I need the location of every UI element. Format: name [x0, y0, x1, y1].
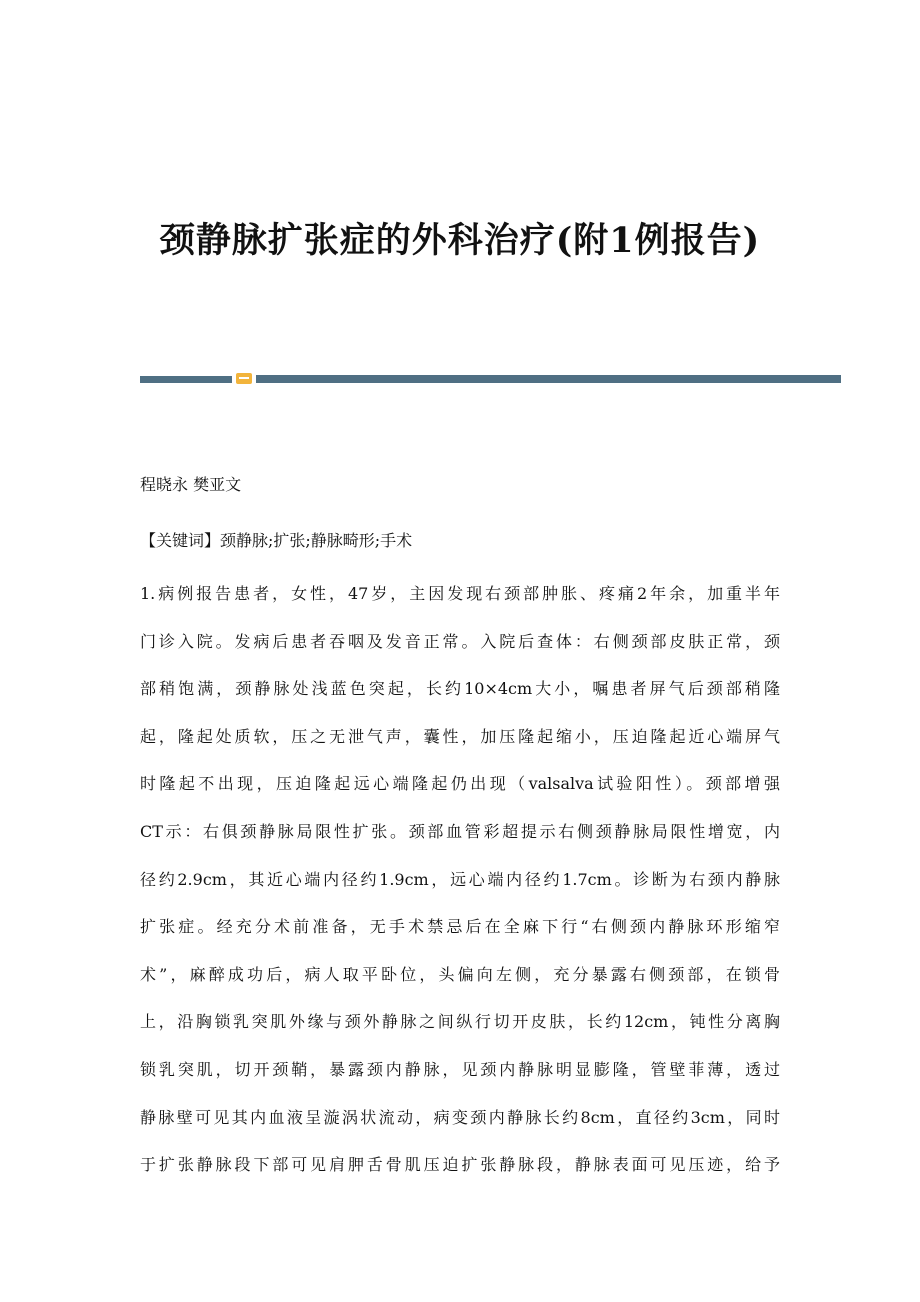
- body-line: 于扩张静脉段下部可见肩胛舌骨肌压迫扩张静脉段，静脉表面可见压迹，给予: [140, 1155, 780, 1175]
- header-rule-marker-stripe: [239, 377, 249, 379]
- keywords: 【关键词】颈静脉;扩张;静脉畸形;手术: [140, 531, 413, 550]
- body-line: 上，沿胸锁乳突肌外缘与颈外静脉之间纵行切开皮肤，长约12cm，钝性分离胸: [140, 1012, 780, 1032]
- body-text: [140, 579, 780, 1198]
- authors: 程晓永 樊亚文: [140, 475, 242, 494]
- body-line: 锁乳突肌，切开颈鞘，暴露颈内静脉，见颈内静脉明显膨隆，管壁菲薄，透过: [140, 1059, 780, 1079]
- body-line: 扩张症。经充分术前准备，无手术禁忌后在全麻下行“右侧颈内静脉环形缩窄: [140, 917, 780, 937]
- body-line: CT示：右俱颈静脉局限性扩张。颈部血管彩超提示右侧颈静脉局限性增宽，内: [140, 821, 780, 841]
- body-line: 术”，麻醉成功后，病人取平卧位，头偏向左侧，充分暴露右侧颈部，在锁骨: [140, 964, 780, 984]
- document-title: 颈静脉扩张症的外科治疗(附1例报告): [159, 220, 761, 261]
- header-rule-left: [140, 376, 232, 383]
- header-rule-right: [256, 375, 841, 383]
- body-line: 起，隆起处质软，压之无泄气声，囊性，加压隆起缩小，压迫隆起近心端屏气: [140, 726, 780, 746]
- body-line: 时隆起不出现，压迫隆起远心端隆起仍出现（valsalva试验阳性）。颈部增强: [140, 774, 780, 794]
- body-line: 径约2.9cm，其近心端内径约1.9cm，远心端内径约1.7cm。诊断为右颈内静脉: [140, 869, 780, 889]
- body-line: 静脉壁可见其内血液呈漩涡状流动，病变颈内静脉长约8cm，直径约3cm，同时: [140, 1107, 780, 1127]
- body-line: 部稍饱满，颈静脉处浅蓝色突起，长约10×4cm大小，嘱患者屏气后颈部稍隆: [140, 679, 780, 699]
- body-line: 门诊入院。发病后患者吞咽及发音正常。入院后查体：右侧颈部皮肤正常，颈: [140, 631, 780, 651]
- body-line: 1.病例报告患者，女性，47岁，主因发现右颈部肿胀、疼痛2年余，加重半年: [140, 584, 780, 603]
